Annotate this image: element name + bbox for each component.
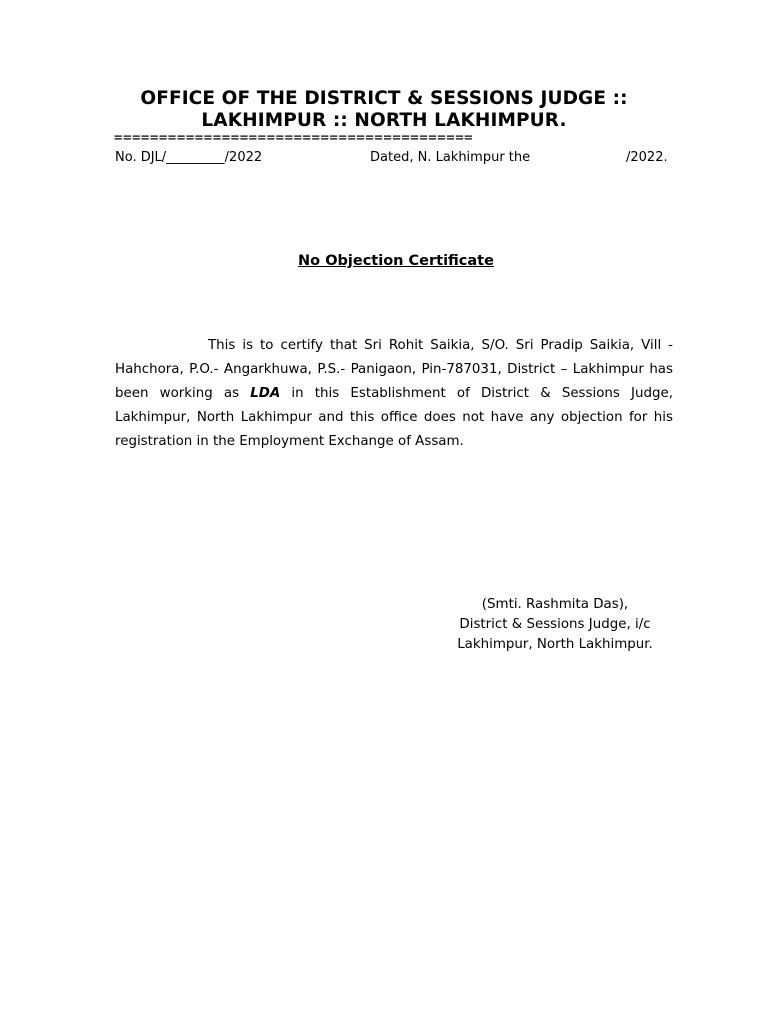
signature-block (420, 595, 690, 655)
designation-text: LDA (250, 386, 281, 402)
reference-number: No. DJL/_________/2022 (115, 150, 263, 165)
dated-place: Dated, N. Lakhimpur the (370, 150, 531, 165)
certificate-body-text-1: This is to certify that Sri Rohit Saikia, S/O. Sri Pradip Saikia, Vill - Hahchora, P.O.- Angarkhuwa, P.S.- Panigaon, Pin-787031, District – Lakhimpur has been working as (115, 338, 673, 402)
signatory-location: Lakhimpur, North Lakhimpur. (457, 637, 653, 652)
signatory-designation: District & Sessions Judge, i/c (459, 617, 651, 632)
office-title-line-1: OFFICE OF THE DISTRICT & SESSIONS JUDGE :: (140, 88, 628, 109)
certificate-title: No Objection Certificate (298, 253, 494, 269)
certificate-body (115, 334, 673, 454)
header-divider: ======================================== (114, 131, 474, 145)
date-year: /2022. (626, 150, 668, 165)
signatory-name: (Smti. Rashmita Das), (481, 597, 629, 612)
office-title-line-2: LAKHIMPUR :: NORTH LAKHIMPUR. (201, 110, 567, 131)
certificate-body-text-2: in this Establishment of District & Sessions Judge, Lakhimpur, North Lakhimpur and this office does not have any objection for his registration in the Employment Exchange of Assam. (115, 386, 673, 450)
